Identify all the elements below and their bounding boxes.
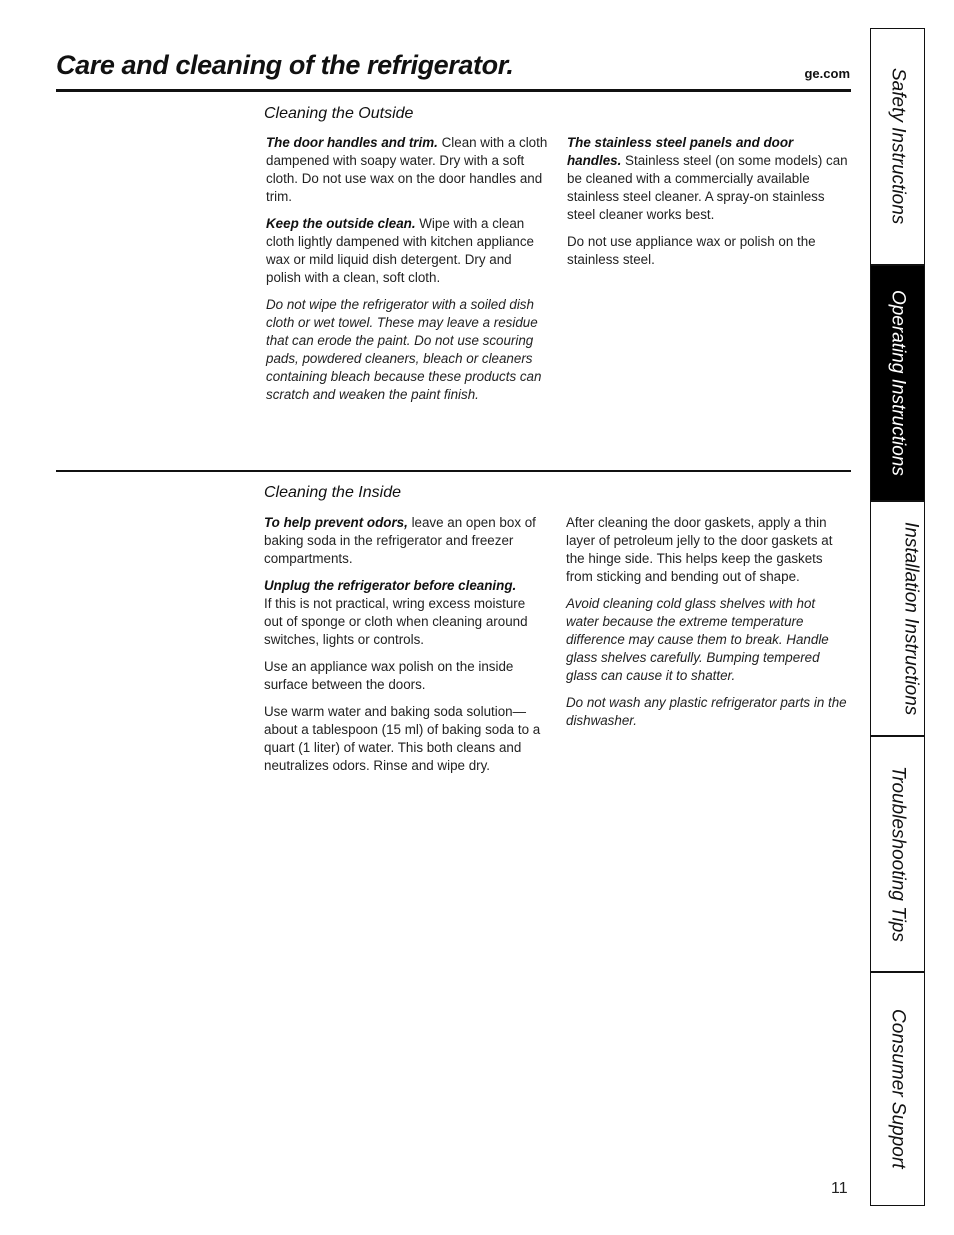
- tab-label: Installation Instructions: [900, 521, 922, 716]
- header-divider: [56, 89, 851, 92]
- section-divider: [56, 470, 851, 472]
- paragraph: [264, 577, 546, 649]
- paragraph-caution: Do not wipe the refrigerator with a soiled dish cloth or wet towel. These may leave a residue that can erode the paint. Do not use scouring pads, powdered cleaners, bleach or cleaners containing bleach because these products can scratch and weaken the paint finish.: [266, 297, 542, 402]
- paragraph-lead: To help prevent odors,: [264, 515, 408, 530]
- paragraph-text: Stainless steel (on some models) can be cleaned with a commercially available stainless steel cleaner. A spray-on stainless steel cleaner works best.: [567, 153, 848, 222]
- outside-right-column: [567, 134, 849, 278]
- paragraph-lead: The stainless steel panels and door handles.: [567, 135, 794, 168]
- paragraph: After cleaning the door gaskets, apply a thin layer of petroleum jelly to the door gaskets at the hinge side. This helps keep the gaskets from sticking and bending out of shape.: [566, 515, 833, 584]
- tab-troubleshooting-tips[interactable]: [871, 735, 924, 971]
- paragraph-lead: The door handles and trim.: [266, 135, 438, 150]
- paragraph-lead: Keep the outside clean.: [266, 216, 416, 231]
- section-heading-outside: Cleaning the Outside: [264, 105, 414, 122]
- paragraph-caution: Avoid cleaning cold glass shelves with hot water because the extreme temperature difference may cause them to break. Handle glass shelves carefully. Bumping tempered glass can cause it to shatter.: [566, 596, 829, 683]
- paragraph-text: leave an open box of baking soda in the refrigerator and freezer compartments.: [264, 515, 536, 566]
- outside-left-column: [266, 134, 548, 413]
- tab-label: Safety Instructions: [887, 68, 909, 225]
- paragraph-text: Clean with a cloth dampened with soapy water. Dry with a soft cloth. Do not use wax on the door handles and trim.: [266, 135, 548, 204]
- paragraph-lead: Unplug the refrigerator before cleaning.: [264, 578, 517, 593]
- tab-installation-instructions[interactable]: [871, 500, 924, 735]
- tab-label: Consumer Support: [887, 1009, 909, 1169]
- paragraph-text: If this is not practical, wring excess moisture out of sponge or cloth when cleaning around switches, lights or controls.: [264, 596, 528, 647]
- inside-left-column: [264, 514, 546, 784]
- paragraph: Do not use appliance wax or polish on the stainless steel.: [567, 234, 816, 267]
- page-number: 11: [831, 1180, 848, 1197]
- paragraph-caution: Do not wash any plastic refrigerator parts in the dishwasher.: [566, 695, 847, 728]
- section-heading-inside: Cleaning the Inside: [264, 484, 401, 501]
- tab-operating-instructions[interactable]: [871, 264, 924, 500]
- paragraph: Use an appliance wax polish on the inside surface between the doors.: [264, 659, 514, 692]
- section-tabs: [870, 28, 925, 1206]
- paragraph: [266, 134, 548, 206]
- paragraph-text: Wipe with a clean cloth lightly dampened with kitchen appliance wax or mild liquid dish detergent. Dry and polish with a clean, soft cloth.: [266, 216, 534, 285]
- paragraph: [266, 215, 548, 287]
- tab-safety-instructions[interactable]: [871, 29, 924, 264]
- paragraph: Use warm water and baking soda solution—about a tablespoon (15 ml) of baking soda to a quart (1 liter) of water. This both cleans and neutralizes odors. Rinse and wipe dry.: [264, 704, 541, 773]
- paragraph: [567, 134, 849, 224]
- inside-right-column: [566, 514, 848, 739]
- tab-consumer-support[interactable]: [871, 971, 924, 1205]
- site-url[interactable]: ge.com: [804, 66, 850, 81]
- tab-label: Troubleshooting Tips: [887, 766, 909, 942]
- page-title: Care and cleaning of the refrigerator.: [56, 50, 514, 80]
- paragraph: [264, 514, 546, 568]
- tab-label: Operating Instructions: [887, 290, 909, 476]
